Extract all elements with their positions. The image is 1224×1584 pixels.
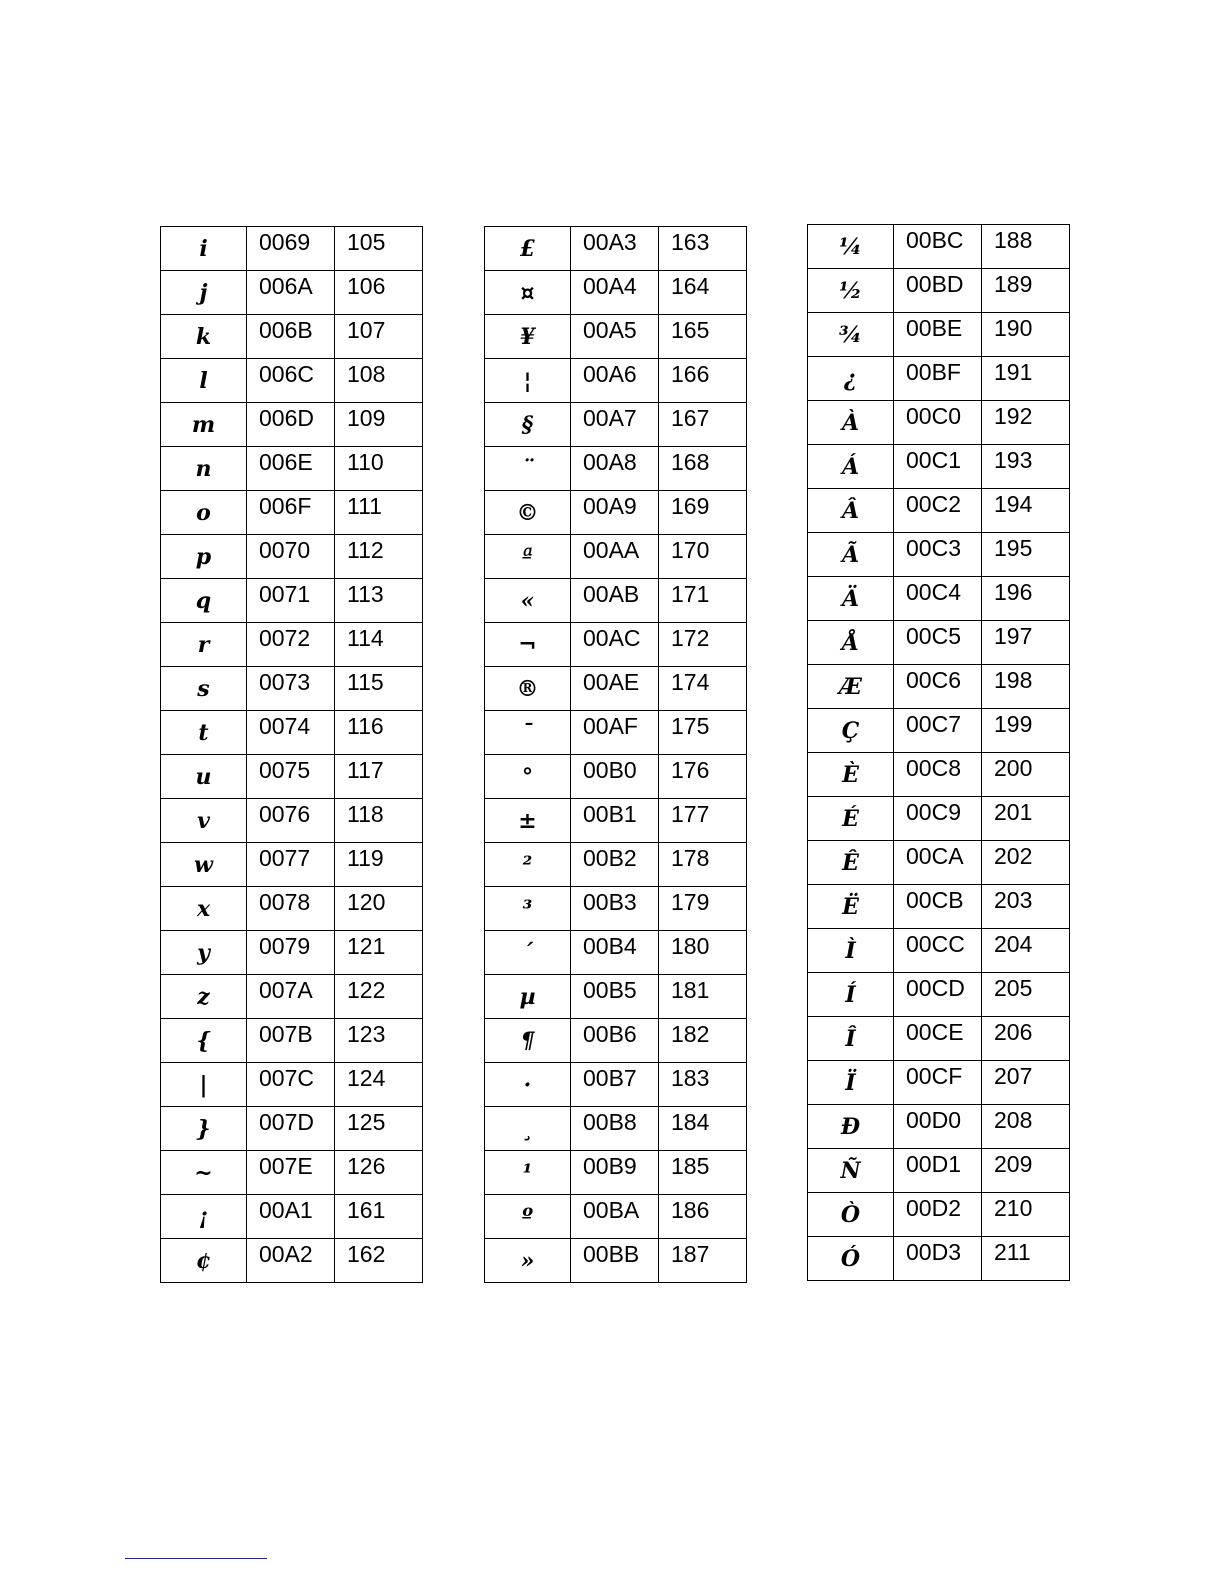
decimal-code-cell: 122 [335,975,423,1019]
table-row [485,931,747,975]
hex-code-cell: 00A5 [571,315,659,359]
glyph-cell: s [161,667,247,711]
decimal-code-cell: 105 [335,227,423,271]
glyph-cell: Î [808,1017,894,1061]
table-row [161,1239,423,1283]
glyph-cell: ² [485,843,571,887]
table-row [161,271,423,315]
decimal-code-cell: 106 [335,271,423,315]
decimal-code-cell: 193 [982,445,1070,489]
glyph-cell: ³ [485,887,571,931]
table-row [485,975,747,1019]
table-row [161,1151,423,1195]
decimal-code-cell: 188 [982,225,1070,269]
table-row [485,1107,747,1151]
glyph-cell: Á [808,445,894,489]
hex-code-cell: 0073 [247,667,335,711]
glyph-cell: Ê [808,841,894,885]
hex-code-cell: 0072 [247,623,335,667]
hex-code-cell: 00BB [571,1239,659,1283]
decimal-code-cell: 206 [982,1017,1070,1061]
decimal-code-cell: 108 [335,359,423,403]
decimal-code-cell: 210 [982,1193,1070,1237]
table-row [808,709,1070,753]
char-table-3 [807,224,1070,1281]
hex-code-cell: 00D3 [894,1237,982,1281]
hex-code-cell: 00BC [894,225,982,269]
hex-code-cell: 00AE [571,667,659,711]
table-row [808,1017,1070,1061]
decimal-code-cell: 170 [659,535,747,579]
table-row [161,359,423,403]
hex-code-cell: 00B7 [571,1063,659,1107]
decimal-code-cell: 171 [659,579,747,623]
hex-code-cell: 00B4 [571,931,659,975]
glyph-cell: Æ [808,665,894,709]
glyph-cell: i [161,227,247,271]
hex-code-cell: 00C8 [894,753,982,797]
hex-code-cell: 00B3 [571,887,659,931]
glyph-cell: ± [485,799,571,843]
hex-code-cell: 00D2 [894,1193,982,1237]
decimal-code-cell: 109 [335,403,423,447]
decimal-code-cell: 117 [335,755,423,799]
decimal-code-cell: 192 [982,401,1070,445]
hex-code-cell: 00C6 [894,665,982,709]
glyph-cell: ¨ [485,447,571,491]
table-row [808,489,1070,533]
glyph-cell: ¼ [808,225,894,269]
table-row [808,797,1070,841]
hex-code-cell: 00C0 [894,401,982,445]
glyph-cell: Ä [808,577,894,621]
decimal-code-cell: 125 [335,1107,423,1151]
decimal-code-cell: 112 [335,535,423,579]
glyph-cell: · [485,1063,571,1107]
decimal-code-cell: 203 [982,885,1070,929]
hex-code-cell: 00CA [894,841,982,885]
glyph-cell: y [161,931,247,975]
decimal-code-cell: 205 [982,973,1070,1017]
glyph-cell: ¤ [485,271,571,315]
hex-code-cell: 0069 [247,227,335,271]
table-row [161,799,423,843]
table-row [161,843,423,887]
table-row [161,491,423,535]
decimal-code-cell: 209 [982,1149,1070,1193]
table-row [161,403,423,447]
decimal-code-cell: 116 [335,711,423,755]
hex-code-cell: 00B0 [571,755,659,799]
hex-code-cell: 00BA [571,1195,659,1239]
hex-code-cell: 00AF [571,711,659,755]
decimal-code-cell: 119 [335,843,423,887]
glyph-cell: Ì [808,929,894,973]
glyph-cell: Ñ [808,1149,894,1193]
decimal-code-cell: 120 [335,887,423,931]
glyph-cell: ~ [161,1151,247,1195]
decimal-code-cell: 187 [659,1239,747,1283]
glyph-cell: Ó [808,1237,894,1281]
table-row [485,315,747,359]
glyph-cell: } [161,1107,247,1151]
hex-code-cell: 00BE [894,313,982,357]
table-row [485,403,747,447]
hex-code-cell: 0071 [247,579,335,623]
glyph-cell: u [161,755,247,799]
decimal-code-cell: 121 [335,931,423,975]
glyph-cell: » [485,1239,571,1283]
hex-code-cell: 00A8 [571,447,659,491]
table-row [808,225,1070,269]
glyph-cell: Å [808,621,894,665]
decimal-code-cell: 175 [659,711,747,755]
glyph-cell: Ð [808,1105,894,1149]
glyph-cell: È [808,753,894,797]
decimal-code-cell: 110 [335,447,423,491]
table-row [485,271,747,315]
table-row [485,491,747,535]
table-row [161,315,423,359]
glyph-cell: Â [808,489,894,533]
glyph-cell: © [485,491,571,535]
decimal-code-cell: 162 [335,1239,423,1283]
hex-code-cell: 00B9 [571,1151,659,1195]
hex-code-cell: 00BD [894,269,982,313]
table-row [485,535,747,579]
decimal-code-cell: 185 [659,1151,747,1195]
table-row [485,1195,747,1239]
decimal-code-cell: 189 [982,269,1070,313]
table-row [161,1063,423,1107]
table-row [808,313,1070,357]
decimal-code-cell: 165 [659,315,747,359]
glyph-cell: r [161,623,247,667]
glyph-cell: ¿ [808,357,894,401]
table-row [808,445,1070,489]
decimal-code-cell: 194 [982,489,1070,533]
table-row [161,1195,423,1239]
table-row [161,535,423,579]
table-row [485,1151,747,1195]
decimal-code-cell: 197 [982,621,1070,665]
hex-code-cell: 00A3 [571,227,659,271]
hex-code-cell: 0075 [247,755,335,799]
decimal-code-cell: 161 [335,1195,423,1239]
decimal-code-cell: 168 [659,447,747,491]
glyph-cell: q [161,579,247,623]
table-row [485,843,747,887]
hex-code-cell: 00CD [894,973,982,1017]
decimal-code-cell: 202 [982,841,1070,885]
hex-code-cell: 00CF [894,1061,982,1105]
glyph-cell: ¯ [485,711,571,755]
decimal-code-cell: 176 [659,755,747,799]
table-row [808,269,1070,313]
table-row [808,885,1070,929]
glyph-cell: Ã [808,533,894,577]
hex-code-cell: 00B6 [571,1019,659,1063]
table-row [485,755,747,799]
table-row [161,975,423,1019]
hex-code-cell: 00A4 [571,271,659,315]
decimal-code-cell: 196 [982,577,1070,621]
table-row [808,1149,1070,1193]
hex-code-cell: 0077 [247,843,335,887]
decimal-code-cell: 184 [659,1107,747,1151]
glyph-cell: ° [485,755,571,799]
table-row [808,621,1070,665]
table-row [808,665,1070,709]
table-row [485,359,747,403]
hex-code-cell: 006A [247,271,335,315]
decimal-code-cell: 111 [335,491,423,535]
glyph-cell: ¥ [485,315,571,359]
table-row [808,929,1070,973]
decimal-code-cell: 114 [335,623,423,667]
hex-code-cell: 00C2 [894,489,982,533]
table-row [808,1105,1070,1149]
decimal-code-cell: 124 [335,1063,423,1107]
hex-code-cell: 00CC [894,929,982,973]
decimal-code-cell: 211 [982,1237,1070,1281]
table-row [485,1239,747,1283]
glyph-cell: ¹ [485,1151,571,1195]
table-row [161,1019,423,1063]
hex-code-cell: 00A2 [247,1239,335,1283]
glyph-cell: l [161,359,247,403]
glyph-cell: É [808,797,894,841]
decimal-code-cell: 107 [335,315,423,359]
table-row [485,579,747,623]
glyph-cell: ¾ [808,313,894,357]
decimal-code-cell: 167 [659,403,747,447]
glyph-cell: t [161,711,247,755]
glyph-cell: m [161,403,247,447]
decimal-code-cell: 180 [659,931,747,975]
table-row [808,1193,1070,1237]
hex-code-cell: 007C [247,1063,335,1107]
decimal-code-cell: 118 [335,799,423,843]
hex-code-cell: 00AC [571,623,659,667]
glyph-cell: ¦ [485,359,571,403]
glyph-cell: £ [485,227,571,271]
hex-code-cell: 006B [247,315,335,359]
hex-code-cell: 00B2 [571,843,659,887]
table-row [808,577,1070,621]
decimal-code-cell: 207 [982,1061,1070,1105]
hex-code-cell: 00C1 [894,445,982,489]
table-row [808,753,1070,797]
glyph-cell: À [808,401,894,445]
decimal-code-cell: 195 [982,533,1070,577]
decimal-code-cell: 201 [982,797,1070,841]
decimal-code-cell: 200 [982,753,1070,797]
decimal-code-cell: 115 [335,667,423,711]
hex-code-cell: 0074 [247,711,335,755]
glyph-cell: Ò [808,1193,894,1237]
hex-code-cell: 00A7 [571,403,659,447]
table-row [161,623,423,667]
table-row [161,887,423,931]
glyph-cell: v [161,799,247,843]
glyph-cell: z [161,975,247,1019]
hex-code-cell: 0070 [247,535,335,579]
glyph-cell: ¢ [161,1239,247,1283]
glyph-cell: º [485,1195,571,1239]
glyph-cell: ¡ [161,1195,247,1239]
glyph-cell: n [161,447,247,491]
glyph-cell: o [161,491,247,535]
glyph-cell: k [161,315,247,359]
hex-code-cell: 00C4 [894,577,982,621]
table-row [161,1107,423,1151]
decimal-code-cell: 177 [659,799,747,843]
footnote-separator [125,1558,267,1559]
glyph-cell: « [485,579,571,623]
table-row [808,973,1070,1017]
decimal-code-cell: 166 [659,359,747,403]
table-row [485,887,747,931]
glyph-cell: ¸ [485,1107,571,1151]
hex-code-cell: 007D [247,1107,335,1151]
glyph-cell: § [485,403,571,447]
decimal-code-cell: 199 [982,709,1070,753]
decimal-code-cell: 163 [659,227,747,271]
table-row [161,931,423,975]
table-row [485,1019,747,1063]
char-table-1 [160,226,423,1283]
decimal-code-cell: 123 [335,1019,423,1063]
glyph-cell: Ç [808,709,894,753]
hex-code-cell: 00AA [571,535,659,579]
table-row [161,579,423,623]
decimal-code-cell: 204 [982,929,1070,973]
table-row [808,401,1070,445]
glyph-cell: p [161,535,247,579]
table-row [161,447,423,491]
hex-code-cell: 0076 [247,799,335,843]
table-row [161,227,423,271]
hex-code-cell: 00CB [894,885,982,929]
decimal-code-cell: 191 [982,357,1070,401]
glyph-cell: ® [485,667,571,711]
decimal-code-cell: 190 [982,313,1070,357]
table-row [485,1063,747,1107]
glyph-cell: { [161,1019,247,1063]
hex-code-cell: 0079 [247,931,335,975]
glyph-cell: | [161,1063,247,1107]
glyph-cell: j [161,271,247,315]
decimal-code-cell: 172 [659,623,747,667]
table-row [485,227,747,271]
decimal-code-cell: 198 [982,665,1070,709]
table-row [808,1237,1070,1281]
decimal-code-cell: 183 [659,1063,747,1107]
decimal-code-cell: 126 [335,1151,423,1195]
glyph-cell: w [161,843,247,887]
hex-code-cell: 00D0 [894,1105,982,1149]
glyph-cell: Ë [808,885,894,929]
hex-code-cell: 00B8 [571,1107,659,1151]
hex-code-cell: 00C5 [894,621,982,665]
hex-code-cell: 00B5 [571,975,659,1019]
glyph-cell: ª [485,535,571,579]
hex-code-cell: 007B [247,1019,335,1063]
table-row [485,799,747,843]
glyph-cell: Í [808,973,894,1017]
hex-code-cell: 00B1 [571,799,659,843]
char-table-2 [484,226,747,1283]
table-row [485,447,747,491]
table-row [808,1061,1070,1105]
hex-code-cell: 00AB [571,579,659,623]
hex-code-cell: 006F [247,491,335,535]
table-row [161,667,423,711]
table-row [808,357,1070,401]
hex-code-cell: 00CE [894,1017,982,1061]
table-row [485,711,747,755]
hex-code-cell: 007E [247,1151,335,1195]
table-row [808,841,1070,885]
hex-code-cell: 00A6 [571,359,659,403]
hex-code-cell: 00D1 [894,1149,982,1193]
decimal-code-cell: 181 [659,975,747,1019]
glyph-cell: ¬ [485,623,571,667]
decimal-code-cell: 186 [659,1195,747,1239]
decimal-code-cell: 208 [982,1105,1070,1149]
decimal-code-cell: 178 [659,843,747,887]
decimal-code-cell: 179 [659,887,747,931]
glyph-cell: ´ [485,931,571,975]
hex-code-cell: 006C [247,359,335,403]
hex-code-cell: 007A [247,975,335,1019]
hex-code-cell: 0078 [247,887,335,931]
decimal-code-cell: 164 [659,271,747,315]
decimal-code-cell: 174 [659,667,747,711]
hex-code-cell: 00C9 [894,797,982,841]
hex-code-cell: 00A9 [571,491,659,535]
glyph-cell: Ï [808,1061,894,1105]
table-row [485,667,747,711]
glyph-cell: x [161,887,247,931]
hex-code-cell: 00C3 [894,533,982,577]
table-row [161,711,423,755]
table-row [808,533,1070,577]
decimal-code-cell: 113 [335,579,423,623]
hex-code-cell: 00C7 [894,709,982,753]
hex-code-cell: 006E [247,447,335,491]
decimal-code-cell: 169 [659,491,747,535]
hex-code-cell: 00BF [894,357,982,401]
glyph-cell: µ [485,975,571,1019]
table-row [485,623,747,667]
hex-code-cell: 00A1 [247,1195,335,1239]
hex-code-cell: 006D [247,403,335,447]
glyph-cell: ½ [808,269,894,313]
glyph-cell: ¶ [485,1019,571,1063]
decimal-code-cell: 182 [659,1019,747,1063]
table-row [161,755,423,799]
